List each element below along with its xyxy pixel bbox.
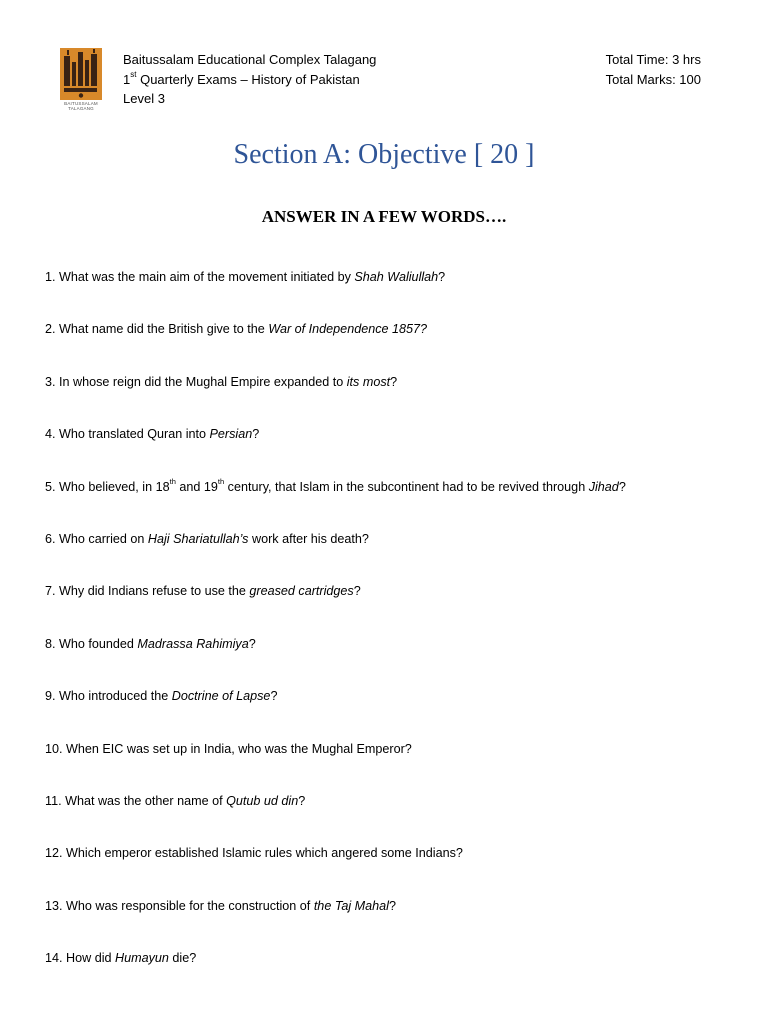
question-list (45, 268, 725, 1001)
question-text: 10. When EIC was set up in India, who was the Mughal Emperor? (45, 741, 412, 756)
question-text: ? (298, 793, 306, 808)
question-text: 14. How did (45, 951, 116, 966)
question-text: die? (168, 951, 197, 966)
question-text: ? (270, 689, 278, 704)
question-item (45, 949, 725, 967)
exam-meta (606, 50, 701, 89)
question-item (45, 792, 725, 810)
school-logo-icon (60, 48, 102, 100)
question-emphasis: its most (346, 374, 391, 389)
question-emphasis: Haji Shariatullah’s (147, 531, 249, 546)
section-title: Section A: Objective [ 20 ] (233, 139, 535, 170)
question-item (45, 687, 725, 705)
question-item (45, 530, 725, 548)
question-text: work after his death? (248, 531, 369, 546)
question-text: and 19 (175, 479, 218, 494)
question-text: 5. Who believed, in 18 (45, 479, 170, 494)
question-text: 1. What was the main aim of the movement initiated by (45, 270, 355, 284)
logo-caption-line2: TALAGANG (68, 106, 94, 111)
exam-title: Quarterly Exams – History of Pakistan (140, 71, 360, 87)
question-emphasis: Shah Waliullah (354, 270, 439, 284)
question-text: 9. Who introduced the (45, 689, 172, 704)
question-emphasis: War of Independence 1857? (268, 322, 428, 337)
question-text: 13. Who was responsible for the construction of (45, 898, 314, 913)
question-text: ? (618, 479, 626, 494)
question-emphasis: Jihad (588, 479, 619, 494)
question-text: 8. Who founded (45, 636, 138, 651)
question-text: 7. Why did Indians refuse to use the (45, 584, 250, 599)
school-info (123, 50, 376, 109)
exam-number: 1 (123, 71, 131, 87)
question-item (45, 635, 725, 653)
question-item (45, 844, 725, 862)
logo-caption-line1: BAITUSSALAM (64, 101, 98, 106)
question-text: ? (390, 374, 398, 389)
exam-title-line (123, 70, 376, 90)
question-item (45, 740, 725, 758)
question-emphasis: greased cartridges (249, 584, 354, 599)
question-text: century, that Islam in the subcontinent had to be revived through (224, 479, 589, 494)
question-text: 12. Which emperor established Islamic rules which angered some Indians? (45, 846, 463, 861)
exam-level: Level 3 (123, 91, 165, 106)
question-emphasis: Humayun (115, 951, 169, 966)
question-superscript: th (217, 477, 225, 487)
question-text: 11. What was the other name of (45, 793, 227, 808)
question-text: 6. Who carried on (45, 531, 148, 546)
question-emphasis: Persian (209, 427, 253, 442)
school-logo (60, 48, 102, 112)
question-emphasis: the Taj Mahal (313, 898, 389, 913)
question-text: 2. What name did the British give to the (45, 322, 269, 337)
question-item (45, 582, 725, 600)
question-text: 4. Who translated Quran into (45, 427, 210, 442)
school-name: Baitussalam Educational Complex Talagang (123, 52, 377, 67)
question-text: ? (248, 636, 256, 651)
question-item (45, 320, 725, 338)
question-item (45, 268, 725, 286)
question-item (45, 897, 725, 915)
question-text: ? (438, 270, 446, 284)
question-item (45, 478, 725, 496)
question-item (45, 425, 725, 443)
question-emphasis: Qutub ud din (226, 793, 299, 808)
total-time: Total Time: 3 hrs (605, 52, 701, 67)
question-superscript: th (169, 477, 176, 487)
question-text: ? (388, 898, 396, 913)
total-marks: Total Marks: 100 (605, 71, 701, 87)
question-text: ? (353, 584, 361, 599)
question-item (45, 373, 725, 391)
question-text: 3. In whose reign did the Mughal Empire expanded to (45, 374, 347, 389)
question-emphasis: Madrassa Rahimiya (137, 636, 249, 651)
question-text: ? (252, 427, 260, 442)
exam-number-suffix: st (130, 70, 137, 80)
question-emphasis: Doctrine of Lapse (171, 689, 271, 704)
section-instruction: ANSWER IN A FEW WORDS…. (261, 207, 507, 226)
